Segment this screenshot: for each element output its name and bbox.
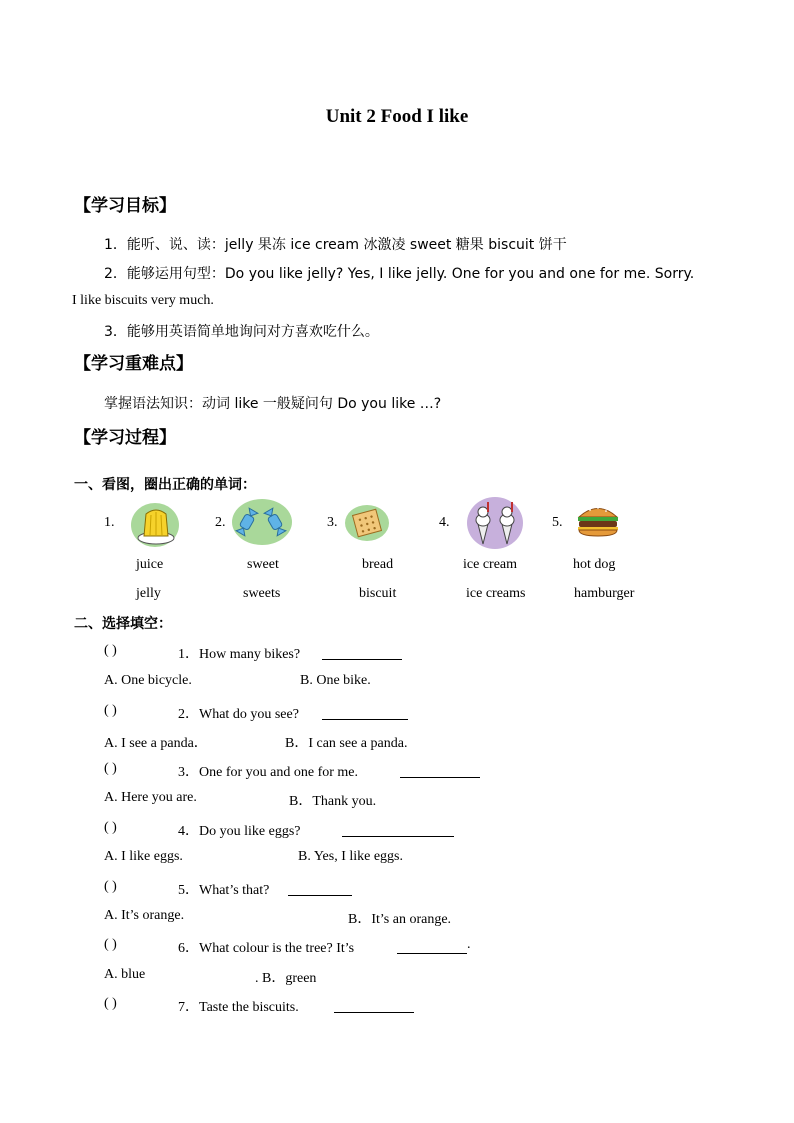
answer-blank[interactable] [342, 822, 454, 837]
objective-line-2-cont: I like biscuits very much. [72, 293, 214, 308]
section2-title: 二、选择填空： [74, 616, 172, 632]
answer-paren[interactable]: ( ) [104, 879, 117, 894]
item-number: 2. [215, 515, 226, 530]
answer-blank[interactable] [334, 998, 414, 1013]
option-a[interactable]: ice cream [463, 557, 518, 572]
option-a[interactable]: sweet [247, 557, 279, 572]
answer-blank[interactable] [322, 705, 408, 720]
answer-paren[interactable]: ( ) [104, 643, 117, 658]
key-points-heading: 【学习重难点】 [74, 354, 193, 374]
choice-a[interactable]: A. Here you are. [104, 790, 197, 805]
choice-b[interactable]: B．I can see a panda. [285, 736, 408, 751]
jelly-icon [131, 502, 181, 548]
choice-b[interactable]: B．It’s an orange. [348, 912, 452, 927]
choice-a[interactable]: A. One bicycle. [104, 673, 192, 688]
question-text: 1．How many bikes? [178, 647, 301, 662]
item-number: 3. [327, 515, 338, 530]
question-text: 5．What’s that? [178, 883, 270, 898]
option-a[interactable]: hot dog [573, 557, 616, 572]
option-b[interactable]: hamburger [574, 586, 635, 601]
option-b[interactable]: jelly [136, 586, 161, 601]
answer-blank[interactable] [288, 881, 352, 896]
question-text: 3．One for you and one for me. [178, 765, 359, 780]
answer-paren[interactable]: ( ) [104, 820, 117, 835]
answer-blank[interactable] [400, 763, 480, 778]
answer-paren[interactable]: ( ) [104, 703, 117, 718]
question-text: 2．What do you see? [178, 707, 299, 722]
biscuit-icon [345, 504, 389, 542]
choice-b[interactable]: B．Thank you. [289, 794, 377, 809]
choice-b[interactable]: . B．green [255, 971, 317, 986]
item-number: 5. [552, 515, 563, 530]
option-b[interactable]: biscuit [359, 586, 397, 601]
ice-cream-icon [466, 496, 524, 550]
page-title: Unit 2 Food I like [325, 106, 469, 127]
question-text: 6．What colour is the tree? It’s [178, 941, 355, 956]
choice-a[interactable]: A. I see a panda． [104, 736, 208, 751]
answer-paren[interactable]: ( ) [104, 937, 117, 952]
process-heading: 【学习过程】 [74, 428, 176, 448]
item-number: 4. [439, 515, 450, 530]
option-b[interactable]: ice creams [466, 586, 526, 601]
section1-title: 一、看图，圈出正确的单词： [74, 477, 256, 493]
item-number: 1. [104, 515, 115, 530]
option-a[interactable]: juice [136, 557, 164, 572]
choice-a[interactable]: A. I like eggs. [104, 849, 183, 864]
trailing-period: . [467, 937, 471, 952]
answer-blank[interactable] [322, 645, 402, 660]
objective-line-1: 1．能听、说、读：jelly 果冻 ice cream 冰激凌 sweet 糖果 biscuit 饼干 [104, 237, 567, 253]
question-text: 7．Taste the biscuits. [178, 1000, 299, 1015]
objectives-heading: 【学习目标】 [74, 196, 176, 216]
hamburger-icon [576, 502, 620, 538]
key-point-text: 掌握语法知识：动词 like 一般疑问句 Do you like …? [104, 396, 442, 412]
option-a[interactable]: bread [362, 557, 394, 572]
choice-a[interactable]: A. It’s orange. [104, 908, 185, 923]
choice-b[interactable]: B. One bike. [300, 673, 371, 688]
question-text: 4．Do you like eggs? [178, 824, 301, 839]
objective-line-3: 3．能够用英语简单地询问对方喜欢吃什么。 [104, 324, 379, 340]
choice-b[interactable]: B. Yes, I like eggs. [298, 849, 404, 864]
option-b[interactable]: sweets [243, 586, 281, 601]
objective-line-2: 2．能够运用句型：Do you like jelly? Yes, I like jelly. One for you and one for me. Sorry. [104, 266, 695, 282]
answer-blank[interactable] [397, 939, 467, 954]
sweets-icon [231, 498, 293, 546]
choice-a[interactable]: A. blue [104, 967, 146, 982]
answer-paren[interactable]: ( ) [104, 996, 117, 1011]
answer-paren[interactable]: ( ) [104, 761, 117, 776]
